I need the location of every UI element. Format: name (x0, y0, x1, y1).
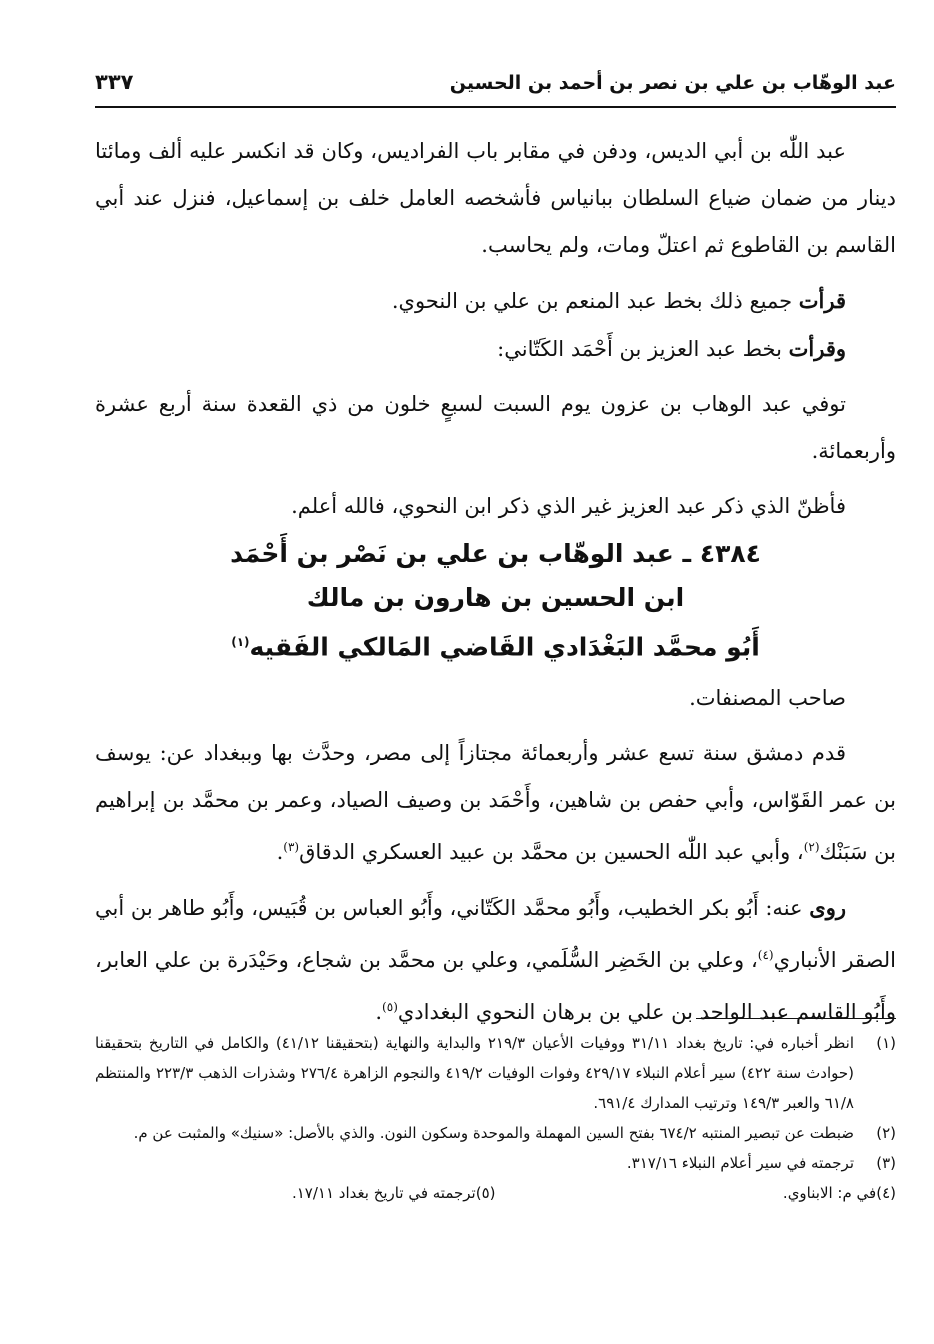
paragraph-text: عنه: أَبُو بكر الخطيب، وأَبُو محمَّد الكَتّاني، وأَبُو العباس بن قُبَيس، وأَبُو طاهر بن أبي الصقر الأنباري (95, 896, 896, 973)
bold-lead: وقرأت (788, 336, 846, 361)
entry-heading-line: ٤٣٨٤ ـ عبد الوهّاب بن علي بن نَصْر بن أَحْمَد (230, 539, 761, 568)
footnotes (95, 1028, 896, 1208)
footnote (95, 1178, 496, 1208)
paragraph: توفي عبد الوهاب بن عزون يوم السبت لسبعٍ خلون من ذي القعدة سنة أربع عشرة وأربعمائة. (95, 392, 896, 463)
main-text (95, 128, 896, 1036)
footnote (95, 1118, 896, 1148)
paragraph (95, 884, 896, 1036)
footnote (496, 1178, 897, 1208)
footnote-ref[interactable]: (١) (231, 635, 250, 649)
bold-lead: روى (809, 895, 846, 921)
entry-heading (95, 532, 896, 669)
footnote-text: ترجمته في سير أعلام النبلاء ٣١٧/١٦. (626, 1154, 854, 1172)
footnote-number: (١) (876, 1034, 896, 1052)
paragraph: عبد اللّٰه بن أبي الديس، ودفن في مقابر باب الفراديس، وكان قد انكسر عليه ألف ومائتا دينار من ضمان ضياع السلطان ببانياس فأشخصه العامل خلف بن إسماعيل، فنزل عند أبي القاسم بن القاطوع ثم اعتلّ ومات، ولم يحاسب. (95, 139, 896, 257)
footnote-text: ضبطت عن تبصير المنتبه ٦٧٤/٢ بفتح السين المهملة والموحدة وسكون النون. والذي بالأصل: «سنيك» والمثبت عن م. (133, 1124, 854, 1142)
paragraph-text: . (276, 840, 284, 865)
paragraph (95, 277, 896, 325)
footnote-number: (٤) (876, 1184, 896, 1202)
footnote-text: انظر أخباره في: تاريخ بغداد ٣١/١١ ووفيات الأعيان ٢١٩/٣ والبداية والنهاية (بتحقيقنا ٤١/١٢) والكامل في التاريخ بتحقيقنا (حوادث سنة ٤٢٢) سير أعلام النبلاء ٤٢٩/١٧ وفوات الوفيات ٤١٩/٢ والنجوم الزاهرة ٢٧٦/٤ وشذرات الذهب ٢٢٣/٣ والمنتظم ٦١/٨ والعبر ١٤٩/٣ وترتيب المدارك ٦٩١/٤. (95, 1034, 854, 1112)
paragraph-text: بخط عبد العزيز بن أَحْمَد الكَتّاني: (497, 337, 789, 361)
paragraph-text: ، وعلي بن الخَضِر السُّلَمي، وعلي بن محمَّد بن شجاع، وحَيْدَرة بن علي العابر، وأَبُو القاسم عبد الواحد بن علي بن برهان النحوي البغدادي (95, 948, 896, 1025)
footnote-text: في م: الابناوي. (782, 1184, 877, 1202)
entry-heading-line: ابن الحسين بن هارون بن مالك (306, 583, 685, 612)
bold-lead: قرأت (798, 288, 846, 313)
running-header (95, 66, 896, 108)
paragraph (95, 325, 896, 373)
paragraph-text: . (375, 1000, 383, 1025)
footnote-ref[interactable]: (٥) (382, 1000, 398, 1015)
footnote-row (95, 1178, 896, 1208)
footnote (95, 1028, 896, 1118)
page-number: ٣٣٧ (95, 70, 134, 94)
paragraph-text: ، وأبي عبد اللّٰه الحسين بن محمَّد بن عبيد العسكري الدقاق (299, 840, 804, 865)
running-title: عبد الوهّاب بن علي بن نصر بن أحمد بن الحسين (449, 72, 896, 94)
paragraph-text: قدم دمشق سنة تسع عشر وأربعمائة مجتازاً إلى مصر، وحدَّث بها وببغداد عن: يوسف بن عمر القَوّاس، وأبي حفص بن شاهين، وأَحْمَد بن وصيف الصياد، وعمر بن محمَّد بن إبراهيم بن سَبَنْك (95, 741, 896, 865)
footnote-ref[interactable]: (٤) (757, 948, 774, 963)
paragraph: صاحب المصنفات. (689, 686, 846, 711)
footnote-number: (٢) (876, 1124, 896, 1142)
paragraph: فأظنّ الذي ذكر عبد العزيز غير الذي ذكر ابن النحوي، فالله أعلم. (291, 494, 846, 518)
paragraph (95, 730, 896, 876)
footnote (95, 1148, 896, 1178)
footnote-ref[interactable]: (٣) (283, 840, 300, 855)
footnote-ref[interactable]: (٢) (803, 840, 820, 855)
footnote-text: ترجمته في تاريخ بغداد ١٧/١١. (291, 1184, 476, 1202)
paragraph-text: جميع ذلك بخط عبد المنعم بن علي بن النحوي. (391, 289, 799, 313)
entry-heading-line (95, 620, 896, 669)
entry-heading-text: أَبُو محمَّد البَغْدَادي القَاضي المَالكي الفَقيه (249, 632, 760, 662)
footnote-separator (696, 1018, 896, 1019)
footnote-number: (٣) (876, 1154, 896, 1172)
footnote-number: (٥) (475, 1184, 496, 1202)
